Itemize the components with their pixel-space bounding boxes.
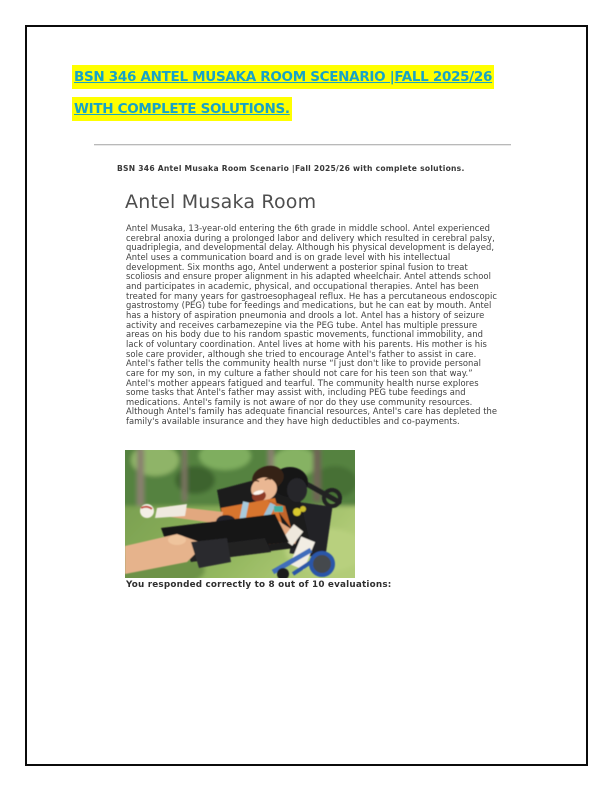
horizontal-divider bbox=[94, 144, 511, 146]
document-header-line: BSN 346 Antel Musaka Room Scenario |Fall 2025/26 with complete solutions. bbox=[117, 164, 465, 173]
document-title-text: BSN 346 ANTEL MUSAKA ROOM SCENARIO |FALL 2025/26 WITH COMPLETE SOLUTIONS. bbox=[72, 65, 494, 121]
scenario-heading: Antel Musaka Room bbox=[125, 191, 317, 213]
document-title-link[interactable] bbox=[72, 61, 534, 125]
boy-wheelchair-photo-art bbox=[125, 450, 355, 578]
scenario-paragraph: Antel Musaka, 13-year-old entering the 6th grade in middle school. Antel experienced cerebral anoxia during a prolonged labor and delivery which resulted in cerebral palsy, quadriplegia, and developmental delay. Although his physical development is delayed, Antel uses a communication board and is on grade level with his intellectual development. Six months ago, Antel underwent a posterior spinal fusion to treat scoliosis and ensure proper alignment in his adapted wheelchair. Antel attends school and participates in academic, physical, and occupational therapies. Antel has been treated for many years for gastroesophageal reflux. He has a percutaneous endoscopic gastrostomy (PEG) tube for feedings and medications, but he can eat by mouth. Antel has a history of aspiration pneumonia and drools a lot. Antel has a history of seizure activity and receives carbamezepine via the PEG tube. Antel has multiple pressure areas on his body due to his random spastic movements, functional immobility, and lack of voluntary coordination. Antel lives at home with his parents. His mother is his sole care provider, although she tried to encourage Antel's father to assist in care. Antel's father tells the community health nurse “I just don't like to provide personal care for my son, in my culture a father should not care for his teen son that way.” Antel's mother appears fatigued and tearful. The community health nurse explores some tasks that Antel's father may assist with, including PEG tube feedings and medications. Antel's family is not aware of nor do they use community resources. Although Antel's family has adequate financial resources, Antel's care has depleted the family's available insurance and they have high deductibles and co-payments. bbox=[126, 223, 498, 427]
document-page-border bbox=[25, 25, 588, 766]
boy-wheelchair-photo bbox=[125, 450, 355, 578]
evaluation-result-text: You responded correctly to 8 out of 10 evaluations: bbox=[126, 580, 392, 590]
